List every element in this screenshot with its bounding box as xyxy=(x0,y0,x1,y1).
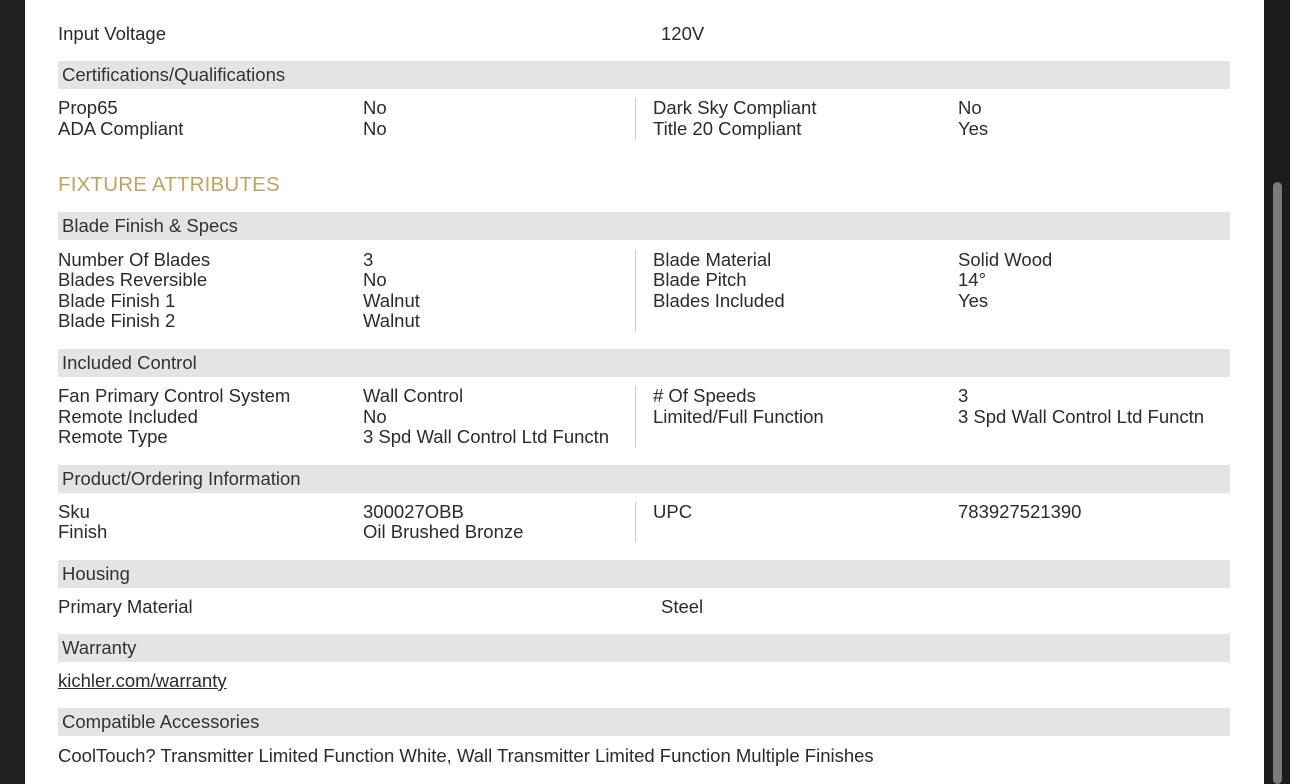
spec-label: Blade Pitch xyxy=(653,269,747,290)
spec-value: No xyxy=(363,406,387,427)
spec-label: Blades Included xyxy=(653,290,785,311)
spec-value: No xyxy=(363,97,387,118)
spec-label: Limited/Full Function xyxy=(653,406,824,427)
column-divider xyxy=(635,502,636,542)
spec-label: Title 20 Compliant xyxy=(653,118,802,139)
warranty-link[interactable]: kichler.com/warranty xyxy=(58,670,227,691)
spec-label: # Of Speeds xyxy=(653,385,756,406)
ordering-info-header: Product/Ordering Information xyxy=(58,465,1230,493)
spec-value: 3 Spd Wall Control Ltd Functn xyxy=(958,406,1205,427)
certifications-header: Certifications/Qualifications xyxy=(58,61,1230,89)
spec-label: Remote Included xyxy=(58,406,198,427)
spec-label: Sku xyxy=(58,501,90,522)
spec-value: No xyxy=(958,97,982,118)
spec-label: Remote Type xyxy=(58,426,168,447)
spec-value: 3 xyxy=(958,385,969,406)
spec-label: Primary Material xyxy=(58,596,193,617)
spec-value: 3 xyxy=(363,249,374,270)
scrollbar[interactable] xyxy=(1264,0,1290,784)
spec-label: Number Of Blades xyxy=(58,249,211,270)
spec-label: Dark Sky Compliant xyxy=(653,97,817,118)
spec-sheet-page xyxy=(25,0,1264,784)
spec-value: Yes xyxy=(958,118,989,139)
spec-label: Blade Material xyxy=(653,249,772,270)
spec-value: Wall Control xyxy=(363,385,464,406)
spec-label: ADA Compliant xyxy=(58,118,184,139)
column-divider xyxy=(635,98,636,139)
spec-value: 14° xyxy=(958,269,986,290)
housing-header: Housing xyxy=(58,560,1230,588)
column-divider xyxy=(635,250,636,331)
spec-label: Blade Finish 1 xyxy=(58,290,176,311)
spec-value: Walnut xyxy=(363,290,420,311)
spec-value: Solid Wood xyxy=(958,249,1053,270)
spec-value: 3 Spd Wall Control Ltd Functn xyxy=(363,426,610,447)
spec-label: Finish xyxy=(58,521,108,542)
spec-value: Yes xyxy=(958,290,989,311)
spec-value: Steel xyxy=(661,596,704,617)
spec-label: Blade Finish 2 xyxy=(58,310,176,331)
fixture-attributes-title: FIXTURE ATTRIBUTES xyxy=(58,173,280,196)
spec-value: No xyxy=(363,118,387,139)
spec-label: Fan Primary Control System xyxy=(58,385,291,406)
spec-label: Prop65 xyxy=(58,97,118,118)
input-voltage-label: Input Voltage xyxy=(58,23,167,44)
spec-value: No xyxy=(363,269,387,290)
upc-value: 783927521390 xyxy=(958,501,1082,522)
accessories-header: Compatible Accessories xyxy=(58,708,1230,736)
scrollbar-thumb[interactable] xyxy=(1273,182,1282,784)
warranty-header: Warranty xyxy=(58,634,1230,662)
input-voltage-value: 120V xyxy=(661,23,705,44)
column-divider xyxy=(635,386,636,447)
accessories-text: CoolTouch? Transmitter Limited Function White, Wall Transmitter Limited Function Multiple Finishes xyxy=(58,745,874,766)
spec-value: Walnut xyxy=(363,310,420,331)
included-control-header: Included Control xyxy=(58,349,1230,377)
blade-specs-header: Blade Finish & Specs xyxy=(58,212,1230,240)
finish-value: Oil Brushed Bronze xyxy=(363,521,524,542)
spec-label: UPC xyxy=(653,501,693,522)
spec-label: Blades Reversible xyxy=(58,269,208,290)
sku-value: 300027OBB xyxy=(363,501,464,522)
